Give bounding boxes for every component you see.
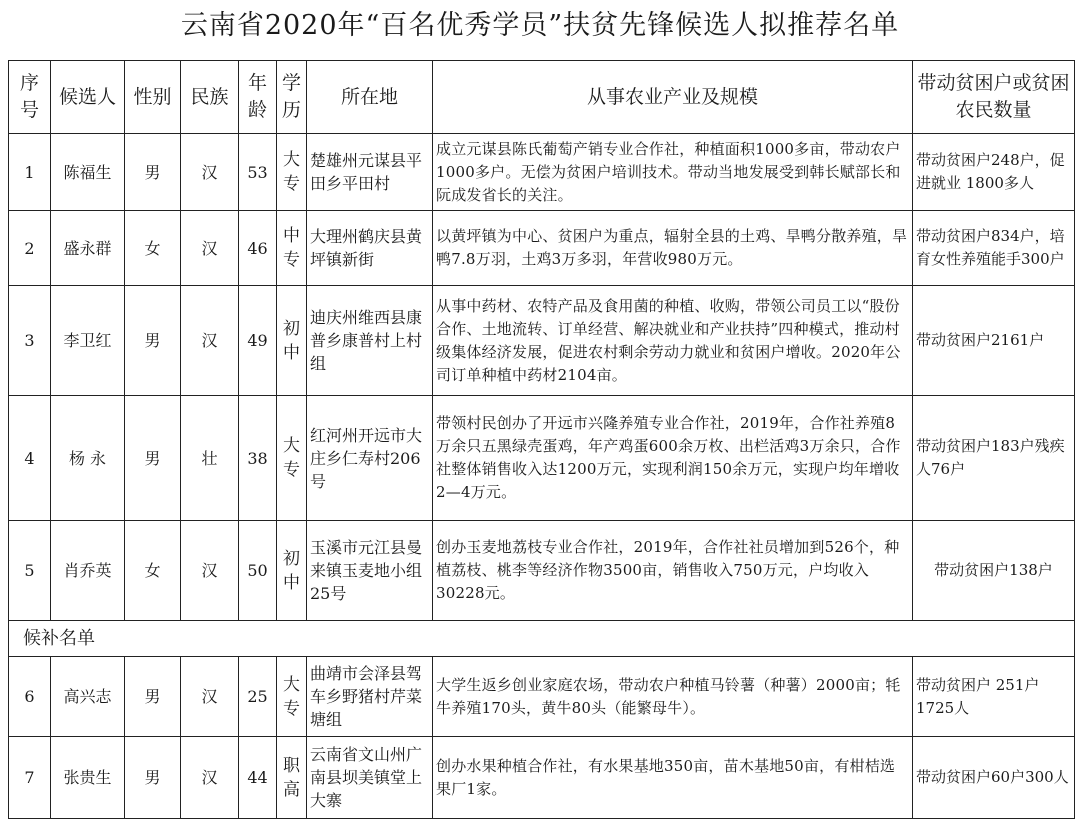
edu-2: 专 [283,250,300,270]
cell-ethnicity: 壮 [181,396,239,521]
header-age-1: 年 [247,72,267,94]
cell-seq: 6 [9,657,51,737]
cell-name: 李卫红 [51,286,125,396]
header-education [277,61,307,134]
cell-location: 曲靖市会泽县驾车乡野猪村芹菜塘组 [307,657,433,737]
cell-age: 53 [239,134,277,211]
cell-seq: 5 [9,521,51,621]
cell-ethnicity: 汉 [181,521,239,621]
cell-location: 玉溪市元江县曼来镇玉麦地小组25号 [307,521,433,621]
cell-location: 云南省文山州广南县坝美镇堂上大寨 [307,737,433,819]
cell-industry: 以黄坪镇为中心、贫困户为重点，辐射全县的土鸡、旱鸭分散养殖，旱鸭7.8万羽，土鸡3万多羽，年营收980万元。 [433,211,913,286]
cell-name: 张贵生 [51,737,125,819]
header-row [9,61,1075,134]
cell-age: 49 [239,286,277,396]
cell-ethnicity: 汉 [181,657,239,737]
cell-industry: 大学生返乡创业家庭农场，带动农户种植马铃薯（种薯）2000亩；牦牛养殖170头，黄牛80头（能繁母牛）。 [433,657,913,737]
edu-1: 大 [283,674,300,695]
edu-1: 大 [283,150,300,170]
cell-location: 大理州鹤庆县黄坪镇新街 [307,211,433,286]
document-title: 云南省2020年“百名优秀学员”扶贫先锋候选人拟推荐名单 [180,10,900,41]
cell-education [277,286,307,396]
cell-age: 46 [239,211,277,286]
cell-gender: 女 [125,211,181,286]
cell-gender: 男 [125,396,181,521]
cell-education [277,134,307,211]
header-edu-2: 历 [281,99,301,121]
table-row [9,286,1075,396]
cell-gender: 男 [125,657,181,737]
cell-age: 44 [239,737,277,819]
cell-gender: 男 [125,134,181,211]
header-name: 候选人 [51,61,125,134]
cell-gender: 男 [125,286,181,396]
cell-seq: 2 [9,211,51,286]
cell-ethnicity: 汉 [181,134,239,211]
edu-1: 中 [283,226,300,246]
cell-seq: 4 [9,396,51,521]
cell-name: 高兴志 [51,657,125,737]
cell-households: 带动贫困户138户 [913,521,1075,621]
edu-2: 专 [283,460,300,480]
alternates-label: 候补名单 [9,621,1075,657]
table-row [9,521,1075,621]
header-age [239,61,277,134]
edu-2: 中 [283,572,300,593]
edu-2: 中 [283,342,300,363]
cell-ethnicity: 汉 [181,211,239,286]
cell-education [277,396,307,521]
table-row [9,657,1075,737]
cell-industry: 从事中药材、农特产品及食用菌的种植、收购，带领公司员工以“股份合作、土地流转、订单经营、解决就业和产业扶持”四种模式，推动村级集体经济发展，促进农村剩余劳动力就业和贫困户增收。2020年公司订单种植中药材2104亩。 [433,286,913,396]
cell-households: 带动贫困户2161户 [913,286,1075,396]
cell-households: 带动贫困户834户，培育女性养殖能手300户 [913,211,1075,286]
cell-education [277,657,307,737]
cell-industry: 成立元谋县陈氏葡萄产销专业合作社，种植面积1000多亩，带动农户1000多户。无偿为贫困户培训技术。带动当地发展受到韩长赋部长和阮成发省长的关注。 [433,134,913,211]
cell-age: 50 [239,521,277,621]
section-row [9,621,1075,657]
cell-education [277,211,307,286]
cell-ethnicity: 汉 [181,737,239,819]
cell-industry: 带领村民创办了开远市兴隆养殖专业合作社，2019年，合作社养殖8万余只五黑绿壳蛋鸡，年产鸡蛋600余万枚、出栏活鸡3万余只，合作社整体销售收入达1200万元，实现利润150余万元，实现户均年增收2—4万元。 [433,396,913,521]
cell-location: 迪庆州维西县康普乡康普村上村组 [307,286,433,396]
cell-industry: 创办水果种植合作社，有水果基地350亩，苗木基地50亩，有柑桔选果厂1家。 [433,737,913,819]
header-households: 带动贫困户或贫困农民数量 [913,61,1075,134]
cell-households: 带动贫困户 251户1725人 [913,657,1075,737]
header-seq: 序号 [9,61,51,134]
header-location: 所在地 [307,61,433,134]
table-row [9,396,1075,521]
cell-households: 带动贫困户183户残疾人76户 [913,396,1075,521]
edu-1: 初 [283,318,300,339]
edu-1: 初 [283,548,300,569]
cell-ethnicity: 汉 [181,286,239,396]
cell-age: 38 [239,396,277,521]
cell-seq: 3 [9,286,51,396]
cell-name: 盛永群 [51,211,125,286]
cell-seq: 7 [9,737,51,819]
cell-gender: 男 [125,737,181,819]
cell-location: 红河州开远市大庄乡仁寿村206号 [307,396,433,521]
edu-2: 专 [283,174,300,194]
cell-education [277,737,307,819]
table-row [9,134,1075,211]
cell-name: 杨 永 [51,396,125,521]
table-row [9,737,1075,819]
cell-name: 陈福生 [51,134,125,211]
candidate-table [8,60,1075,819]
header-age-2: 龄 [247,99,267,121]
cell-name: 肖乔英 [51,521,125,621]
header-gender: 性别 [125,61,181,134]
cell-industry: 创办玉麦地荔枝专业合作社，2019年，合作社社员增加到526个，种植荔枝、桃李等经济作物3500亩，销售收入750万元，户均收入30228元。 [433,521,913,621]
header-edu-1: 学 [281,72,301,94]
cell-gender: 女 [125,521,181,621]
header-industry: 从事农业产业及规模 [433,61,913,134]
cell-households: 带动贫困户248户，促进就业 1800多人 [913,134,1075,211]
edu-1: 职 [283,755,300,776]
edu-2: 高 [283,779,300,800]
cell-age: 25 [239,657,277,737]
cell-seq: 1 [9,134,51,211]
edu-1: 大 [283,436,300,456]
header-ethnicity: 民族 [181,61,239,134]
edu-2: 专 [283,698,300,719]
cell-education [277,521,307,621]
table-row [9,211,1075,286]
cell-location: 楚雄州元谋县平田乡平田村 [307,134,433,211]
cell-households: 带动贫困户60户300人 [913,737,1075,819]
